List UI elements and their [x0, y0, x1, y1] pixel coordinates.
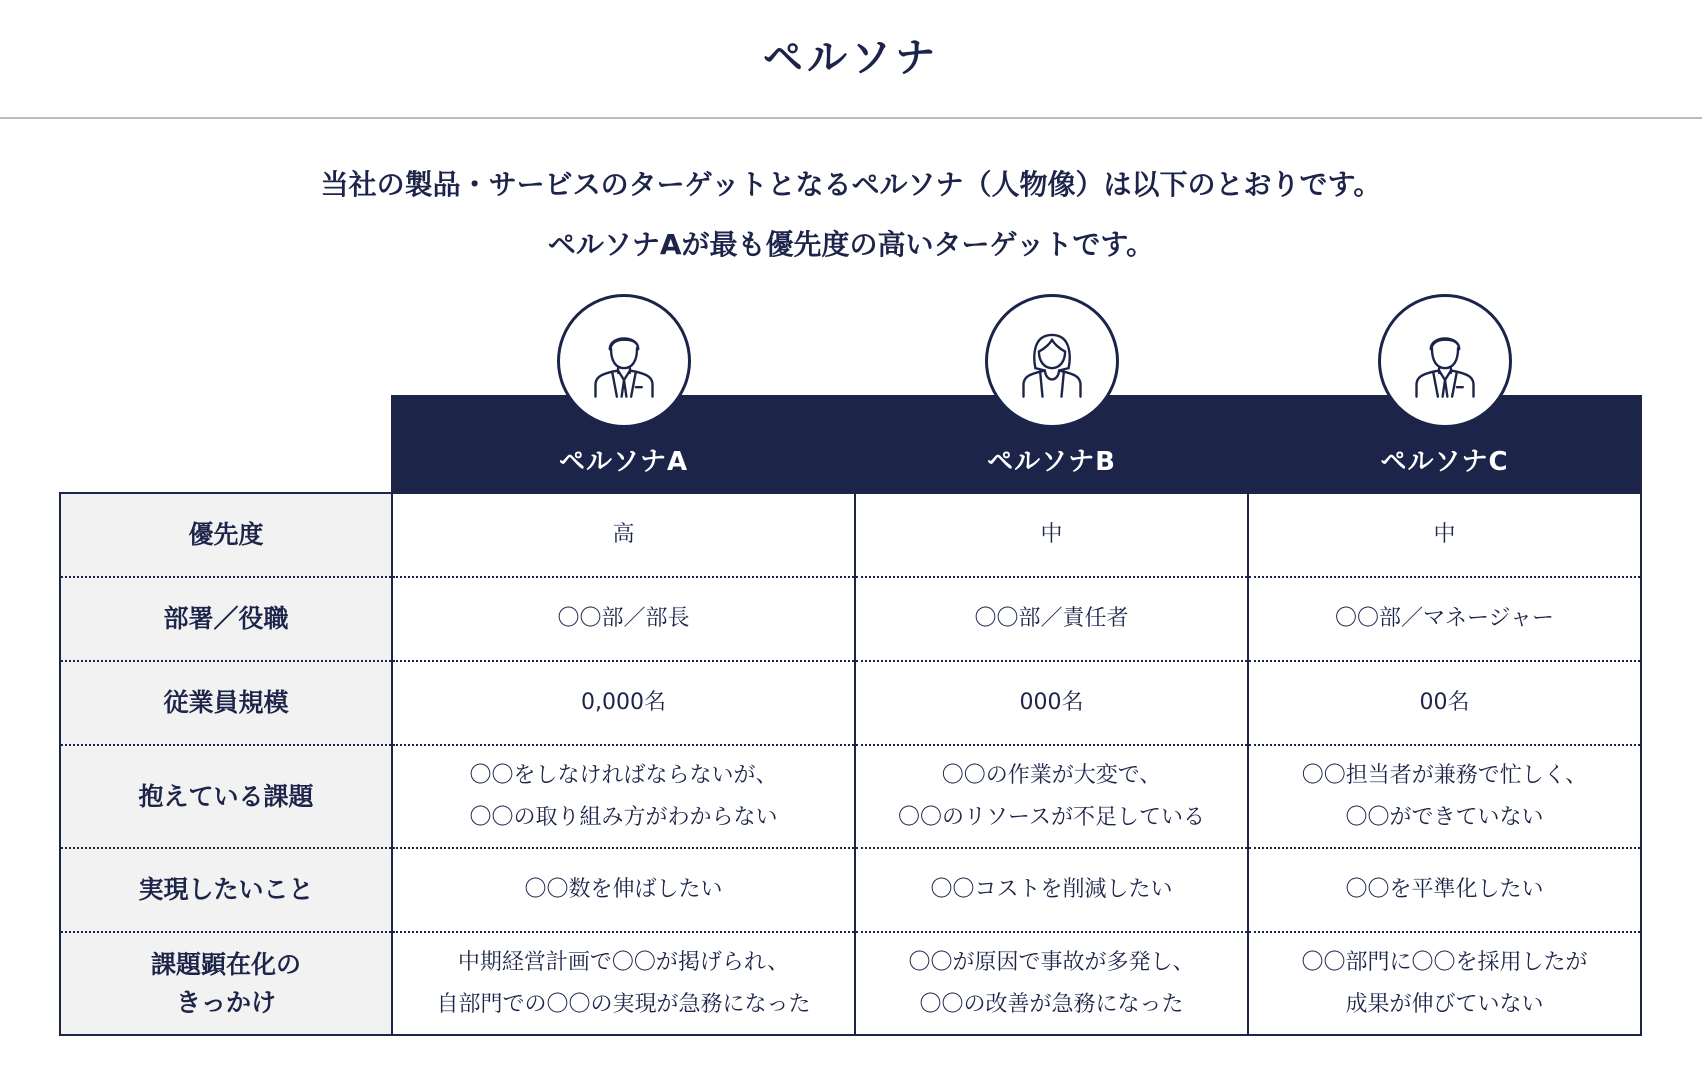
row-label-text: 優先度: [188, 520, 264, 549]
intro-line-2: ペルソナAが最も優先度の高いターゲットです。: [547, 228, 1155, 261]
cell-text: 〇〇が原因で事故が多発し、: [908, 949, 1195, 975]
cell-text: 成果が伸びていない: [1345, 991, 1544, 1017]
cell-text: 中: [1433, 522, 1456, 547]
title-divider: [0, 117, 1702, 119]
intro-line-1: 当社の製品・サービスのターゲットとなるペルソナ（人物像）は以下のとおりです。: [320, 168, 1382, 201]
cell-text: 〇〇数を伸ばしたい: [524, 877, 723, 902]
table-cell: [1248, 932, 1641, 1035]
row-label-text: 課題顕在化の: [150, 949, 301, 979]
female-businessperson-icon: [1014, 323, 1090, 399]
cell-text: 〇〇部／マネージャー: [1334, 606, 1555, 631]
table-cell: [392, 848, 855, 932]
persona-header-b: [855, 396, 1248, 493]
cell-text: 000名: [1019, 690, 1084, 715]
persona-header-c: [1248, 396, 1641, 493]
row-employee-size: [60, 661, 1641, 745]
cell-text: 〇〇の改善が急務になった: [919, 991, 1184, 1017]
table-cell: [392, 745, 855, 848]
row-label-text: 従業員規模: [163, 688, 289, 717]
avatar: [557, 294, 691, 428]
cell-text: 〇〇部門に〇〇を採用したが: [1301, 949, 1588, 975]
table-cell: [855, 661, 1248, 745]
persona-header-a: [392, 396, 855, 493]
row-label: [60, 493, 392, 577]
table-cell: [855, 577, 1248, 661]
persona-name: ペルソナA: [558, 447, 689, 477]
cell-text: 〇〇部／責任者: [974, 606, 1129, 631]
row-label-text: きっかけ: [175, 987, 276, 1017]
table-cell: [1248, 745, 1641, 848]
persona-name: ペルソナB: [987, 447, 1116, 477]
table-cell: [1248, 661, 1641, 745]
cell-text: 自部門での〇〇の実現が急務になった: [436, 991, 811, 1017]
row-label: [60, 745, 392, 848]
cell-text: 〇〇をしなければならないが、: [469, 762, 778, 788]
intro-text: [0, 155, 1702, 275]
persona-header-row: [60, 396, 1641, 493]
avatar: [1378, 294, 1512, 428]
table-cell: [855, 493, 1248, 577]
table-cell: [855, 932, 1248, 1035]
row-priority: [60, 493, 1641, 577]
cell-text: 〇〇のリソースが不足している: [898, 804, 1205, 830]
cell-text: 〇〇コストを削減したい: [930, 877, 1173, 902]
row-label: [60, 661, 392, 745]
cell-text: 〇〇の作業が大変で、: [941, 762, 1162, 788]
cell-text: 高: [612, 522, 635, 547]
table-cell: [1248, 577, 1641, 661]
table-cell: [392, 577, 855, 661]
avatar: [985, 294, 1119, 428]
table-cell: [392, 493, 855, 577]
page-title: ペルソナ: [763, 35, 939, 81]
table-cell: [392, 932, 855, 1035]
row-label-text: 抱えている課題: [138, 781, 314, 811]
table-cell: [855, 745, 1248, 848]
cell-text: 〇〇を平準化したい: [1345, 877, 1544, 902]
male-businessperson-icon: [1407, 323, 1483, 399]
row-label: [60, 848, 392, 932]
cell-text: 〇〇担当者が兼務で忙しく、: [1301, 762, 1588, 788]
row-label-text: 実現したいこと: [138, 875, 314, 904]
persona-name: ペルソナC: [1380, 447, 1509, 477]
header-blank-cell: [60, 396, 392, 493]
table-cell: [1248, 493, 1641, 577]
row-challenges: [60, 745, 1641, 848]
table-cell: [1248, 848, 1641, 932]
row-label: [60, 577, 392, 661]
row-goals: [60, 848, 1641, 932]
row-label: [60, 932, 392, 1035]
table-cell: [392, 661, 855, 745]
cell-text: 00名: [1419, 690, 1470, 715]
row-department-title: [60, 577, 1641, 661]
table-cell: [855, 848, 1248, 932]
row-label-text: 部署／役職: [163, 604, 289, 633]
row-trigger: [60, 932, 1641, 1035]
cell-text: 〇〇の取り組み方がわからない: [469, 804, 778, 830]
male-businessperson-icon: [586, 323, 662, 399]
persona-table: [59, 395, 1642, 1036]
cell-text: 中期経営計画で〇〇が掲げられ、: [457, 949, 790, 975]
cell-text: 中: [1040, 522, 1063, 547]
cell-text: 0,000名: [581, 690, 666, 715]
cell-text: 〇〇ができていない: [1345, 804, 1544, 830]
cell-text: 〇〇部／部長: [557, 606, 690, 631]
